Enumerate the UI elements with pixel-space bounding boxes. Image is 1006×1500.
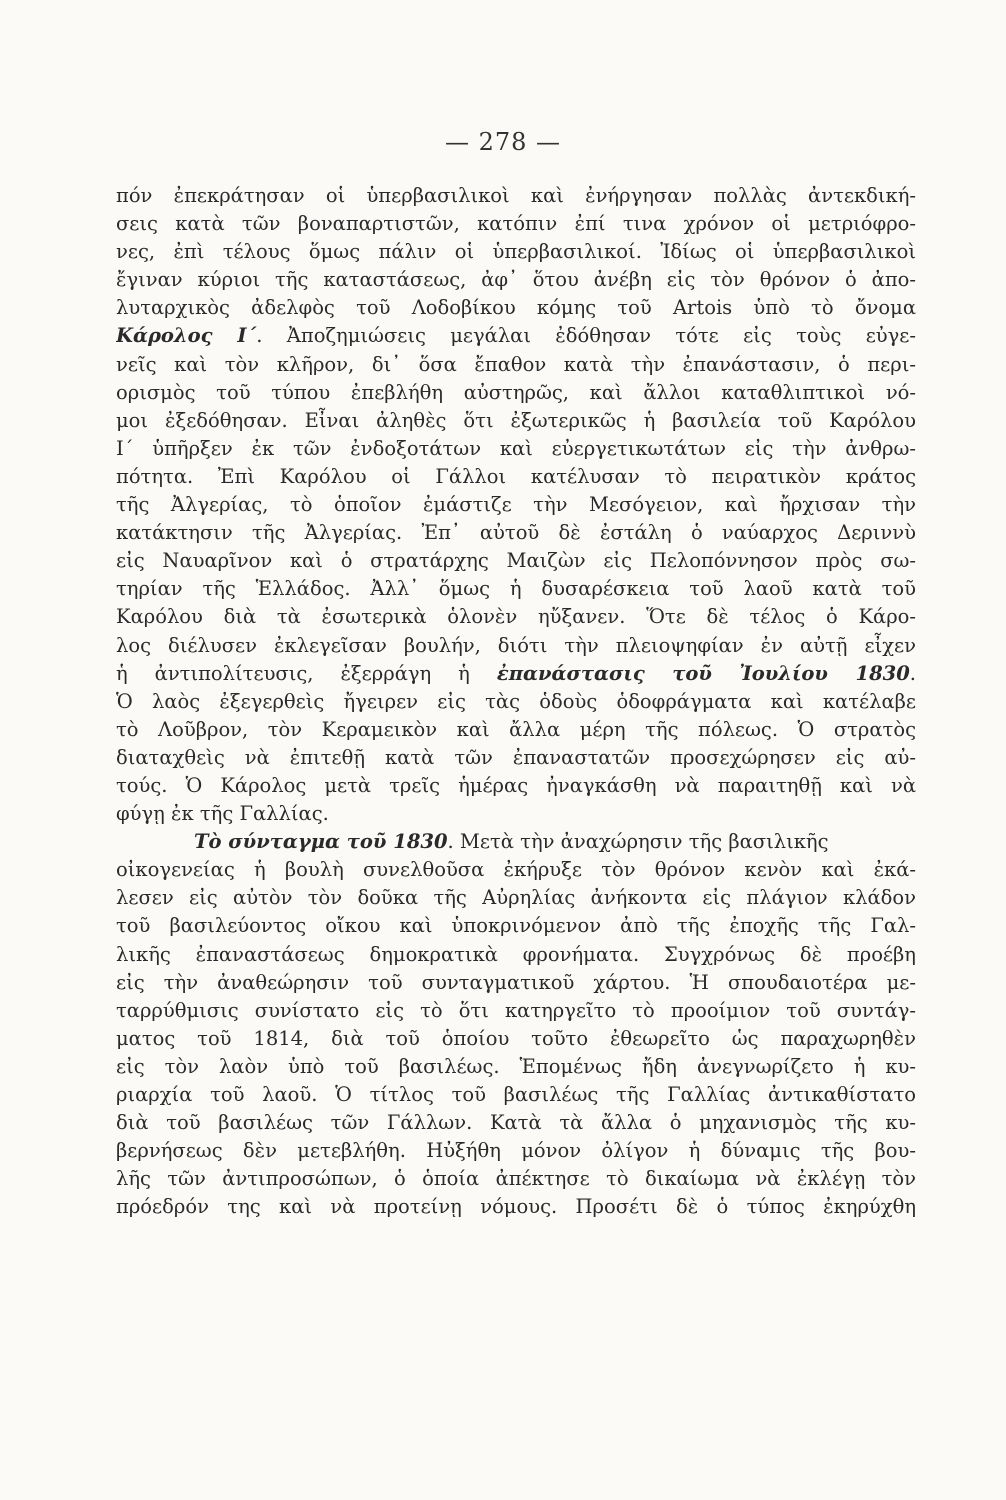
text-segment: τηρίαν τῆς Ἑλλάδος. Ἀλλ᾽ ὅμως ἡ δυσαρέσκεια τοῦ λαοῦ κατὰ τοῦ (116, 577, 916, 601)
text-segment: νες, ἐπὶ τέλους ὅμως πάλιν οἱ ὑπερβασιλικοί. Ἰδίως οἱ ὑπερβασιλικοὶ (116, 240, 916, 264)
text-segment: ἡ ἀντιπολίτευσις, ἐξερράγη ἡ (116, 661, 497, 685)
text-segment: φύγῃ ἐκ τῆς Γαλλίας. (116, 802, 329, 826)
body-text (116, 182, 916, 1221)
text-segment: τούς. Ὁ Κάρολος μετὰ τρεῖς ἡμέρας ἠναγκάσθη νὰ παραιτηθῇ καὶ νὰ (116, 773, 916, 797)
text-segment: λικῆς ἐπαναστάσεως δημοκρατικὰ φρονήματα. Συγχρόνως δὲ προέβη (116, 942, 916, 966)
text-line (116, 969, 916, 997)
text-line (116, 463, 916, 491)
text-segment: ριαρχία τοῦ λαοῦ. Ὁ τίτλος τοῦ βασιλέως τῆς Γαλλίας ἀντικαθίστατο (116, 1083, 916, 1106)
text-segment: . (909, 661, 916, 685)
text-line (116, 744, 916, 772)
text-line (116, 266, 916, 294)
text-line (116, 856, 916, 884)
text-line (116, 182, 916, 210)
text-line (116, 997, 916, 1025)
text-segment: . Μετὰ τὴν ἀναχώρησιν τῆς βασιλικῆς (447, 830, 829, 854)
text-line (116, 828, 916, 856)
text-segment: πότητα. Ἐπὶ Καρόλου οἱ Γάλλοι κατέλυσαν τὸ πειρατικὸν κράτος (116, 464, 916, 488)
text-line (116, 884, 916, 912)
text-segment: κατάκτησιν τῆς Ἀλγερίας. Ἐπ᾽ αὐτοῦ δὲ ἐστάλη ὁ ναύαρχος Δεριννὺ (116, 521, 916, 545)
text-segment: πρόεδρόν της καὶ νὰ προτείνῃ νόμους. Προσέτι δὲ ὁ τύπος ἐκηρύχθη (116, 1195, 916, 1219)
text-segment: ἔγιναν κύριοι τῆς καταστάσεως, ἀφ᾽ ὅτου ἀνέβη εἰς τὸν θρόνον ὁ ἀπο- (116, 268, 916, 292)
text-segment: ορισμὸς τοῦ τύπου ἐπεβλήθη αὐστηρῶς, καὶ ἄλλοι καταθλιπτικοὶ νό- (116, 380, 916, 404)
text-line (116, 1165, 916, 1193)
text-line (116, 688, 916, 716)
text-line (116, 1081, 916, 1109)
text-line (116, 941, 916, 969)
text-line (116, 1193, 916, 1221)
text-segment: διαταχθεὶς νὰ ἐπιτεθῇ κατὰ τῶν ἐπαναστατῶν προσεχώρησεν εἰς αὐ- (116, 745, 916, 769)
text-line (116, 210, 916, 238)
text-line (116, 407, 916, 435)
text-line (116, 547, 916, 575)
text-segment: εἰς Ναυαρῖνον καὶ ὁ στρατάρχης Μαιζὼν εἰς Πελοπόννησον πρὸς σω- (116, 549, 916, 573)
text-segment: ματος τοῦ 1814, διὰ τοῦ ὁποίου τοῦτο ἐθεωρεῖτο ὡς παραχωρηθὲν (116, 1026, 916, 1050)
text-line (116, 1025, 916, 1053)
text-line (116, 772, 916, 800)
text-line (116, 632, 916, 660)
text-segment: τοῦ βασιλεύοντος οἴκου καὶ ὑποκρινόμενον ἀπὸ τῆς ἐποχῆς τῆς Γαλ- (116, 914, 916, 938)
text-line (116, 238, 916, 266)
text-segment: μοι ἐξεδόθησαν. Εἶναι ἀληθὲς ὅτι ἐξωτερικῶς ἡ βασιλεία τοῦ Καρόλου (116, 408, 916, 432)
text-segment: λυταρχικὸς ἀδελφὸς τοῦ Λοδοβίκου κόμης τοῦ Artois ὑπὸ τὸ ὄνομα (116, 296, 916, 320)
text-line (116, 322, 916, 350)
text-segment: λῆς τῶν ἀντιπροσώπων, ὁ ὁποία ἀπέκτησε τὸ δικαίωμα νὰ ἐκλέγῃ τὸν (116, 1167, 916, 1191)
text-segment: οἰκογενείας ἡ βουλὴ συνελθοῦσα ἐκήρυξε τὸν θρόνον κενὸν καὶ ἐκά- (116, 858, 916, 882)
text-segment: λος διέλυσεν ἐκλεγεῖσαν βουλήν, διότι τὴν πλειοψηφίαν ἐν αὐτῇ εἶχεν (116, 633, 916, 657)
text-line (116, 603, 916, 631)
text-line (116, 1109, 916, 1137)
text-line (116, 294, 916, 322)
emphasis-text: ἐπανάστασις τοῦ Ἰουλίου 1830 (496, 661, 910, 685)
text-segment: διὰ τοῦ βασιλέως τῶν Γάλλων. Κατὰ τὰ ἄλλα ὁ μηχανισμὸς τῆς κυ- (116, 1111, 916, 1135)
page-number: — 278 — (444, 128, 562, 156)
text-line (116, 1137, 916, 1165)
text-segment: Ὁ λαὸς ἐξεγερθεὶς ἤγειρεν εἰς τὰς ὁδοὺς ὁδοφράγματα καὶ κατέλαβε (116, 689, 916, 713)
text-line (116, 435, 916, 463)
text-segment: ταρρύθμισις συνίστατο εἰς τὸ ὅτι κατηργεῖτο τὸ προοίμιον τοῦ συντάγ- (116, 998, 916, 1022)
text-segment: σεις κατὰ τῶν βοναπαρτιστῶν, κατόπιν ἐπί τινα χρόνον οἱ μετριόφρο- (116, 212, 916, 236)
text-segment: Καρόλου διὰ τὰ ἐσωτερικὰ ὁλονὲν ηὔξανεν. Ὅτε δὲ τέλος ὁ Κάρο- (116, 605, 916, 629)
text-segment: νεῖς καὶ τὸν κλῆρον, δι᾽ ὅσα ἔπαθον κατὰ τὴν ἐπανάστασιν, ὁ περι- (116, 352, 916, 376)
text-line (116, 660, 916, 688)
text-line (116, 800, 916, 828)
text-segment: εἰς τὴν ἀναθεώρησιν τοῦ συνταγματικοῦ χάρτου. Ἡ σπουδαιοτέρα με- (116, 970, 916, 994)
text-segment: βερνήσεως δὲν μετεβλήθη. Ηὐξήθη μόνον ὀλίγον ἡ δύναμις τῆς βου- (116, 1139, 916, 1163)
text-segment: . Ἀποζημιώσεις μεγάλαι ἐδόθησαν τότε εἰς τοὺς εὐγε- (256, 324, 916, 348)
text-line (116, 575, 916, 603)
emphasis-text: Κάρολος Ι΄ (116, 324, 257, 348)
text-segment: λεσεν εἰς αὐτὸν τὸν δοῦκα τῆς Αὐρηλίας ἀνήκοντα εἰς πλάγιον κλάδον (116, 886, 916, 910)
text-segment: πόν ἐπεκράτησαν οἱ ὑπερβασιλικοὶ καὶ ἐνήργησαν πολλὰς ἀντεκδική- (116, 184, 916, 207)
text-segment: Ι΄ ὑπῆρξεν ἐκ τῶν ἐνδοξοτάτων καὶ εὐεργετικωτάτων εἰς τὴν ἀνθρω- (116, 436, 916, 460)
text-segment: τὸ Λοῦβρον, τὸν Κεραμεικὸν καὶ ἄλλα μέρη τῆς πόλεως. Ὁ στρατὸς (116, 717, 916, 741)
text-segment: εἰς τὸν λαὸν ὑπὸ τοῦ βασιλέως. Ἑπομένως ἤδη ἀνεγνωρίζετο ἡ κυ- (116, 1054, 916, 1078)
text-segment: τῆς Ἀλγερίας, τὸ ὁποῖον ἐμάστιζε τὴν Μεσόγειον, καὶ ἤρχισαν τὴν (116, 493, 916, 517)
text-line (116, 379, 916, 407)
text-line (116, 351, 916, 379)
emphasis-text: Τὸ σύνταγμα τοῦ 1830 (194, 830, 448, 854)
text-line (116, 519, 916, 547)
text-line (116, 716, 916, 744)
text-line (116, 491, 916, 519)
text-line (116, 1053, 916, 1081)
text-line (116, 912, 916, 940)
